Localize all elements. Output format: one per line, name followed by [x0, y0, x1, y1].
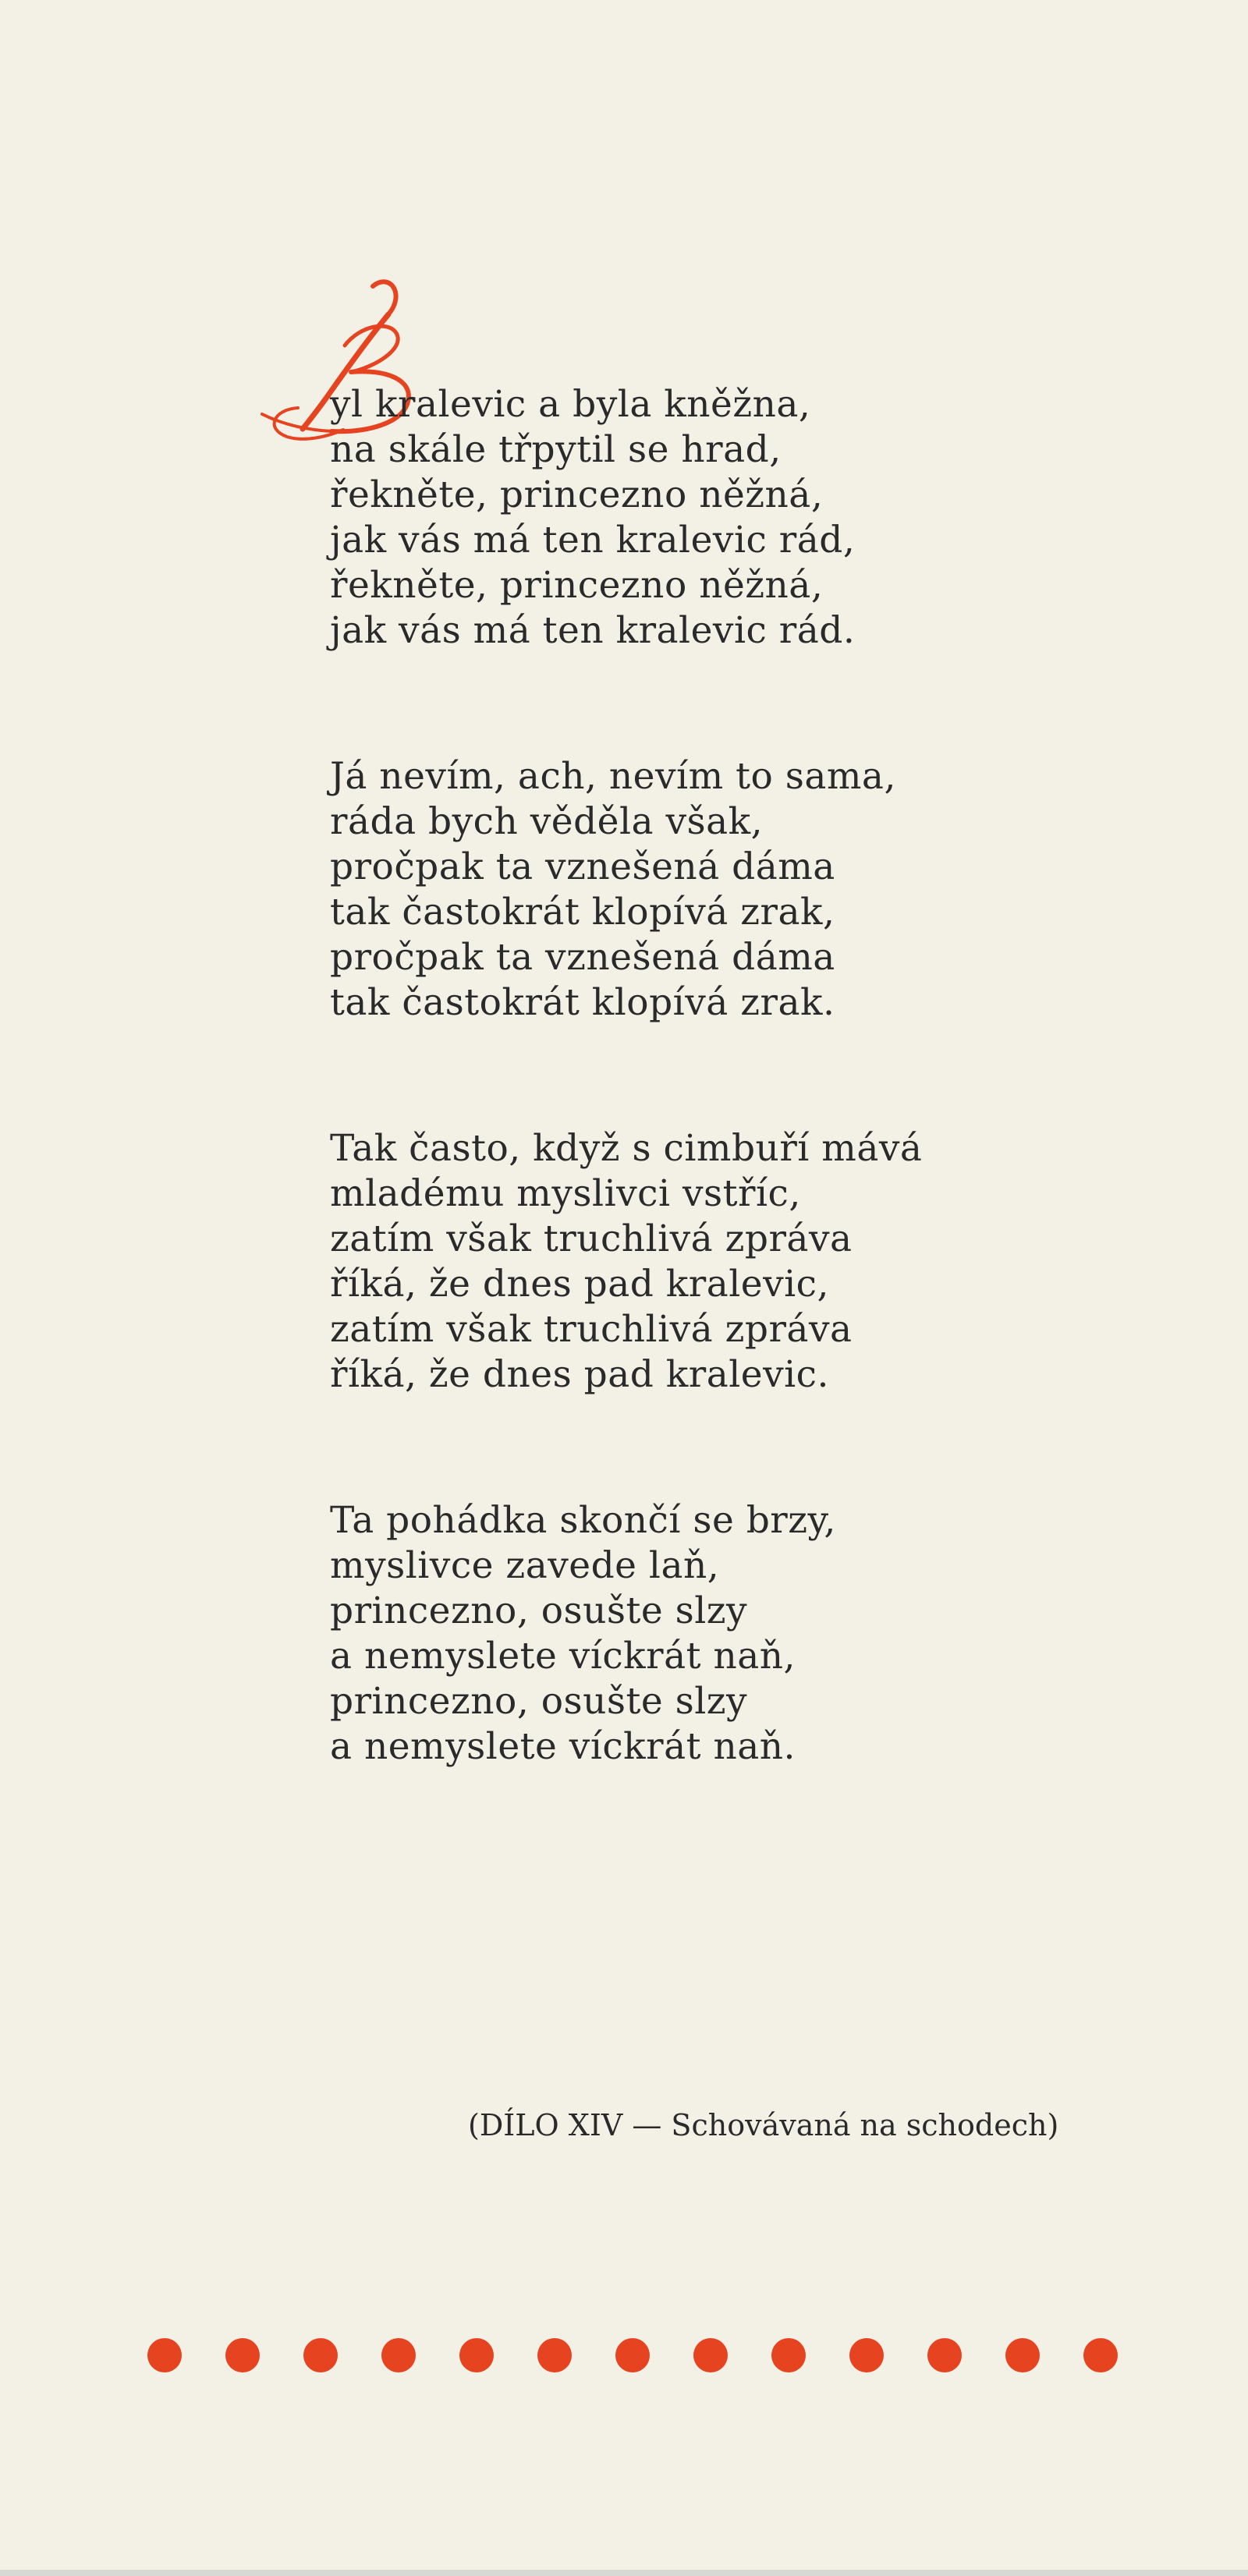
poem-line: mladému myslivci vstříc,	[330, 1172, 801, 1215]
poem-line: myslivce zavede laň,	[330, 1544, 720, 1587]
poem-line: a nemyslete víckrát naň.	[330, 1725, 796, 1768]
poem-line: pročpak ta vznešená dáma	[330, 936, 835, 979]
poem-line: zatím však truchlivá zpráva	[330, 1308, 853, 1351]
red-dot-icon	[381, 2338, 416, 2372]
dot-ornament	[147, 2338, 1115, 2377]
red-dot-icon	[849, 2338, 884, 2372]
red-dot-icon	[927, 2338, 962, 2372]
poem-line: ráda bych věděla však,	[330, 800, 764, 843]
red-dot-icon	[771, 2338, 806, 2372]
poem-line: a nemyslete víckrát naň,	[330, 1635, 796, 1678]
poem-line: pročpak ta vznešená dáma	[330, 845, 835, 888]
stanza	[330, 1126, 1110, 1398]
red-dot-icon	[459, 2338, 494, 2372]
poem-line: řekněte, princezno něžná,	[330, 473, 824, 516]
poem-line: na skále třpytil se hrad,	[330, 428, 782, 471]
stanza	[330, 382, 1110, 654]
red-dot-icon	[615, 2338, 650, 2372]
red-dot-icon	[693, 2338, 728, 2372]
page-edge	[0, 2570, 1248, 2576]
red-dot-icon	[1083, 2338, 1118, 2372]
poem-line: zatím však truchlivá zpráva	[330, 1217, 853, 1260]
stanza	[330, 1498, 1110, 1770]
poem-line: Tak často, když s cimbuří mává	[330, 1127, 923, 1170]
poem-line: tak častokrát klopívá zrak.	[330, 981, 835, 1024]
red-dot-icon	[147, 2338, 182, 2372]
red-dot-icon	[303, 2338, 338, 2372]
poem	[330, 382, 1110, 1870]
poem-line: Já nevím, ach, nevím to sama,	[330, 755, 896, 798]
stanza	[330, 754, 1110, 1026]
red-dot-icon	[1005, 2338, 1040, 2372]
poem-line: řekněte, princezno něžná,	[330, 564, 824, 607]
poem-line: říká, že dnes pad kralevic,	[330, 1263, 829, 1306]
poem-line: yl kralevic a byla kněžna,	[330, 383, 811, 426]
poem-line: jak vás má ten kralevic rád,	[330, 519, 856, 562]
poem-line: Ta pohádka skončí se brzy,	[330, 1499, 836, 1542]
poem-source: (DÍLO XIV — Schovávaná na schodech)	[468, 2108, 1059, 2142]
poem-line: princezno, osušte slzy	[330, 1680, 748, 1723]
poem-line: jak vás má ten kralevic rád.	[330, 609, 856, 652]
poem-line: princezno, osušte slzy	[330, 1589, 748, 1632]
poem-line: říká, že dnes pad kralevic.	[330, 1353, 829, 1396]
red-dot-icon	[225, 2338, 260, 2372]
poem-line: tak častokrát klopívá zrak,	[330, 891, 835, 934]
red-dot-icon	[537, 2338, 572, 2372]
